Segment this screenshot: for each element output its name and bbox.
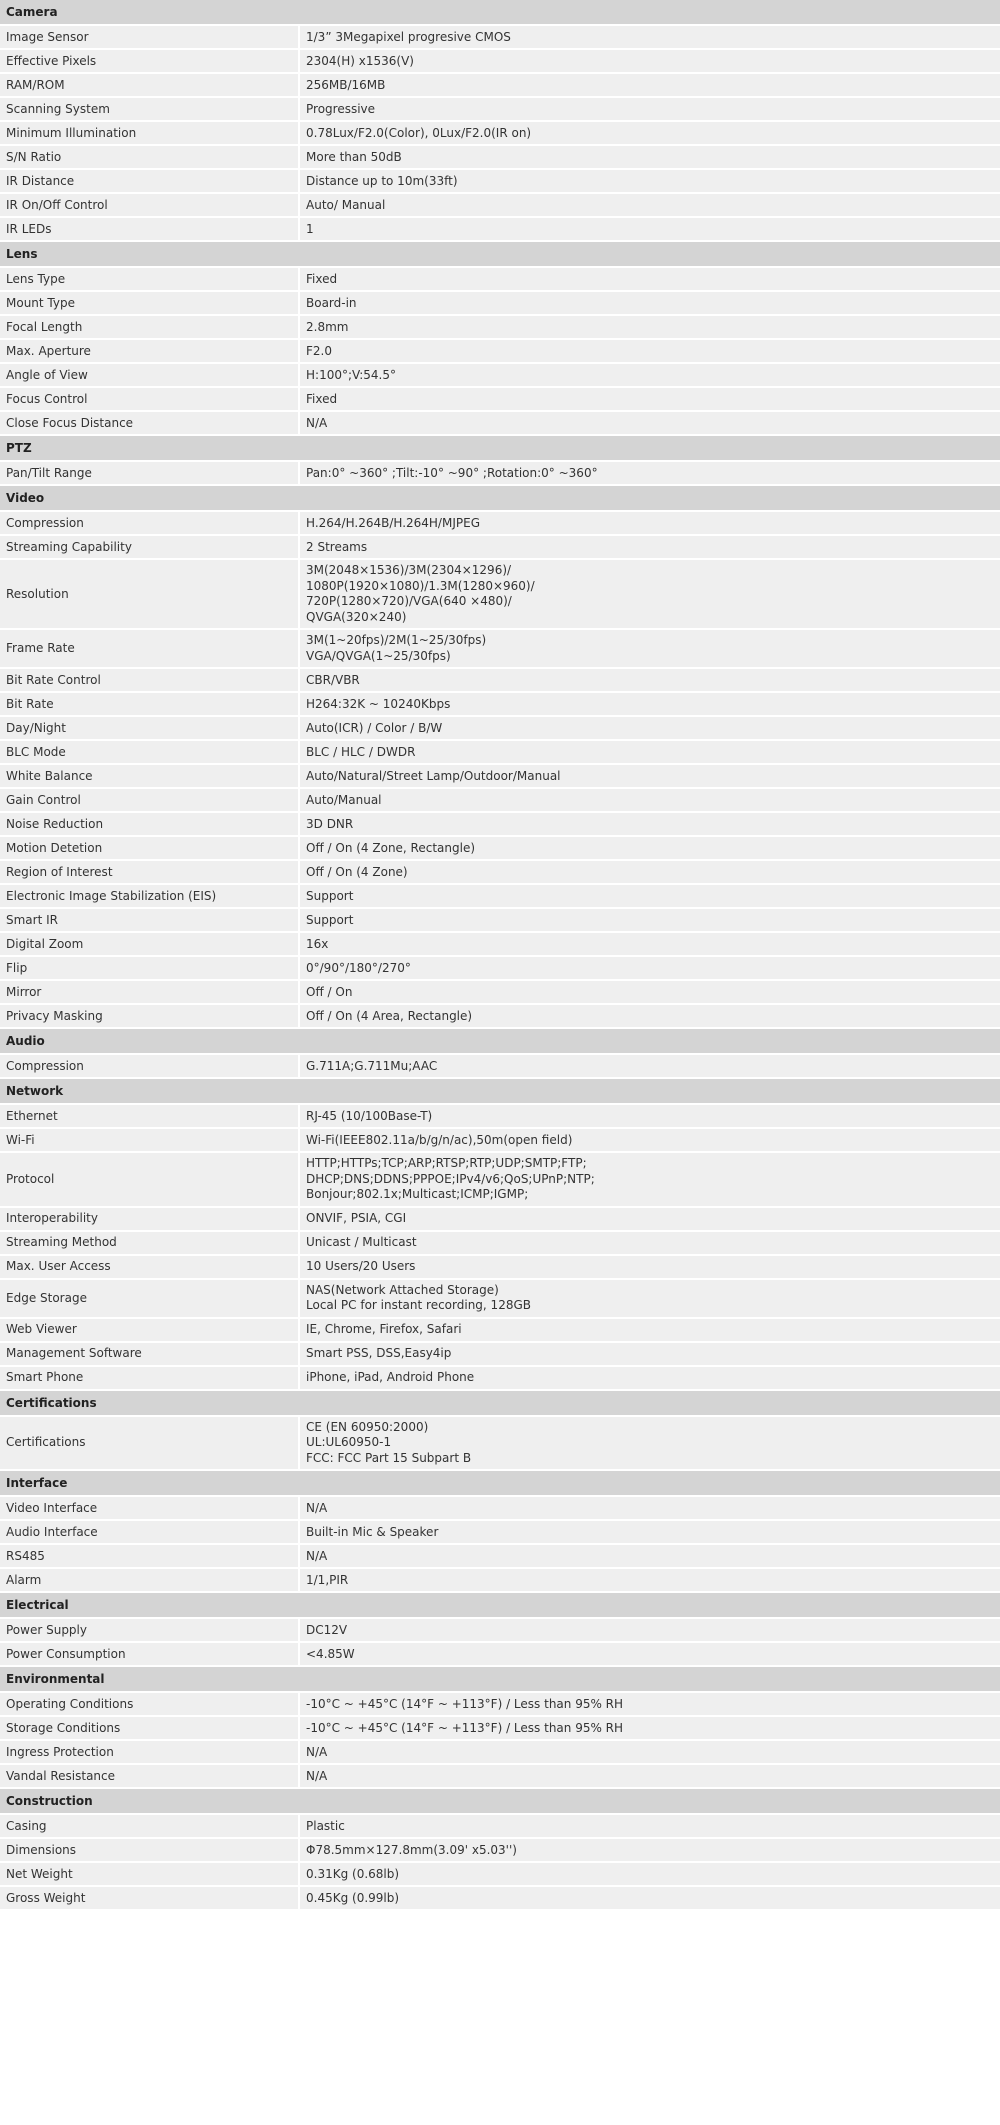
spec-value xyxy=(300,389,1000,410)
spec-label: Bit Rate xyxy=(0,693,300,715)
spec-value-line: Auto/ Manual xyxy=(306,197,386,212)
spec-value-line: CBR/VBR xyxy=(306,672,360,687)
spec-value xyxy=(300,1417,1000,1470)
spec-value-line: Wi-Fi(IEEE802.11a/b/g/n/ac),50m(open field) xyxy=(306,1132,573,1147)
spec-label: Dimensions xyxy=(0,1839,300,1861)
spec-value xyxy=(300,958,1000,979)
spec-row-focal-length xyxy=(0,316,1000,340)
spec-value xyxy=(300,1840,1000,1861)
spec-value xyxy=(300,147,1000,168)
spec-value-line: Φ78.5mm×127.8mm(3.09' x5.03'') xyxy=(306,1842,517,1857)
spec-row-gross-weight xyxy=(0,1887,1000,1911)
spec-value-line: 16x xyxy=(306,936,329,951)
spec-value xyxy=(300,195,1000,216)
spec-value-line: 2 Streams xyxy=(306,539,368,554)
spec-row-noise-reduction xyxy=(0,813,1000,837)
spec-value-line: H.264/H.264B/H.264H/MJPEG xyxy=(306,515,480,530)
spec-row-privacy-masking xyxy=(0,1005,1000,1029)
spec-value xyxy=(300,742,1000,763)
spec-label: Interoperability xyxy=(0,1208,300,1230)
spec-value-line: iPhone, iPad, Android Phone xyxy=(306,1370,475,1384)
spec-row-vandal-resistance xyxy=(0,1765,1000,1789)
spec-value xyxy=(300,934,1000,955)
spec-value-line: VGA/QVGA(1~25/30fps) xyxy=(306,648,451,663)
spec-label: Protocol xyxy=(0,1153,300,1206)
spec-label: Compression xyxy=(0,1055,300,1077)
section-header-camera: Camera xyxy=(0,0,1000,26)
spec-row-dimensions xyxy=(0,1839,1000,1863)
spec-row-lens-type xyxy=(0,268,1000,292)
spec-row-compression xyxy=(0,512,1000,536)
spec-row-certifications xyxy=(0,1417,1000,1472)
spec-value-line: Progressive xyxy=(306,101,376,116)
spec-row-ram-rom xyxy=(0,74,1000,98)
spec-value-line: N/A xyxy=(306,1744,328,1759)
spec-value xyxy=(300,1232,1000,1253)
spec-value-line: Distance up to 10m(33ft) xyxy=(306,173,458,188)
spec-row-white-balance xyxy=(0,765,1000,789)
spec-value-line: N/A xyxy=(306,1548,328,1563)
spec-label: Lens Type xyxy=(0,268,300,290)
spec-label: Mirror xyxy=(0,981,300,1003)
spec-value-line: 0.31Kg (0.68lb) xyxy=(306,1866,400,1881)
spec-label: Close Focus Distance xyxy=(0,412,300,434)
spec-label: Minimum Illumination xyxy=(0,122,300,144)
spec-label: Streaming Capability xyxy=(0,536,300,558)
spec-row-audio-interface xyxy=(0,1521,1000,1545)
spec-row-blc-mode xyxy=(0,741,1000,765)
spec-row-close-focus-distance xyxy=(0,412,1000,436)
spec-value-line: Fixed xyxy=(306,271,338,286)
spec-value xyxy=(300,814,1000,835)
spec-label: Digital Zoom xyxy=(0,933,300,955)
spec-label: IR Distance xyxy=(0,170,300,192)
spec-value xyxy=(300,886,1000,907)
section-header-interface: Interface xyxy=(0,1471,1000,1497)
spec-value xyxy=(300,630,1000,667)
spec-value xyxy=(300,1570,1000,1591)
spec-value xyxy=(300,513,1000,534)
spec-value xyxy=(300,317,1000,338)
spec-value-line: More than 50dB xyxy=(306,149,402,164)
spec-value-line: -10°C ~ +45°C (14°F ~ +113°F) / Less than 95% RH xyxy=(306,1720,624,1735)
spec-row-management-software xyxy=(0,1343,1000,1367)
spec-row-ir-leds xyxy=(0,218,1000,242)
spec-value-line: QVGA(320×240) xyxy=(306,609,407,624)
spec-row-flip xyxy=(0,957,1000,981)
spec-value xyxy=(300,75,1000,96)
spec-value-line: IE, Chrome, Firefox, Safari xyxy=(306,1322,462,1336)
spec-value-line: Auto/Manual xyxy=(306,792,382,807)
spec-label: Scanning System xyxy=(0,98,300,120)
spec-value xyxy=(300,862,1000,883)
spec-label: Casing xyxy=(0,1815,300,1837)
spec-label: IR LEDs xyxy=(0,218,300,240)
spec-label: BLC Mode xyxy=(0,741,300,763)
spec-value-line: ONVIF, PSIA, CGI xyxy=(306,1211,407,1225)
spec-value xyxy=(300,694,1000,715)
spec-value xyxy=(300,293,1000,314)
spec-value xyxy=(300,1742,1000,1763)
spec-row-interoperability xyxy=(0,1208,1000,1232)
spec-row-storage-conditions xyxy=(0,1717,1000,1741)
spec-value-line: Built-in Mic & Speaker xyxy=(306,1524,439,1539)
spec-value-line: Plastic xyxy=(306,1818,345,1833)
spec-row-rs485 xyxy=(0,1545,1000,1569)
spec-label: Noise Reduction xyxy=(0,813,300,835)
spec-value-line: N/A xyxy=(306,415,328,430)
spec-label: Edge Storage xyxy=(0,1280,300,1317)
spec-label: Compression xyxy=(0,512,300,534)
section-header-construction: Construction xyxy=(0,1789,1000,1815)
spec-row-wi-fi xyxy=(0,1129,1000,1153)
spec-value-line: 3D DNR xyxy=(306,816,354,831)
spec-row-ingress-protection xyxy=(0,1741,1000,1765)
spec-value-line: 0°/90°/180°/270° xyxy=(306,960,411,975)
spec-value-line: N/A xyxy=(306,1768,328,1783)
spec-value-line: UL:UL60950-1 xyxy=(306,1435,392,1449)
section-header-lens: Lens xyxy=(0,242,1000,268)
spec-row-minimum-illumination xyxy=(0,122,1000,146)
spec-label: Motion Detetion xyxy=(0,837,300,859)
spec-label: Max. User Access xyxy=(0,1256,300,1278)
spec-value xyxy=(300,718,1000,739)
spec-value xyxy=(300,1006,1000,1027)
spec-label: IR On/Off Control xyxy=(0,194,300,216)
spec-label: Focal Length xyxy=(0,316,300,338)
spec-value-line: Local PC for instant recording, 128GB xyxy=(306,1298,531,1312)
spec-value xyxy=(300,1766,1000,1787)
spec-label: Alarm xyxy=(0,1569,300,1591)
spec-value xyxy=(300,1319,1000,1340)
spec-row-web-viewer xyxy=(0,1319,1000,1343)
spec-label: Ingress Protection xyxy=(0,1741,300,1763)
spec-value xyxy=(300,51,1000,72)
spec-value xyxy=(300,838,1000,859)
spec-label: Operating Conditions xyxy=(0,1693,300,1715)
spec-value xyxy=(300,1546,1000,1567)
spec-label: Resolution xyxy=(0,560,300,628)
spec-row-power-consumption xyxy=(0,1643,1000,1667)
spec-label: Ethernet xyxy=(0,1105,300,1127)
spec-value xyxy=(300,1256,1000,1277)
spec-label: Frame Rate xyxy=(0,630,300,667)
spec-value-line: F2.0 xyxy=(306,343,332,358)
spec-value xyxy=(300,766,1000,787)
spec-value-line: 1 xyxy=(306,221,314,236)
spec-row-angle-of-view xyxy=(0,364,1000,388)
section-header-video: Video xyxy=(0,486,1000,512)
section-header-electrical: Electrical xyxy=(0,1593,1000,1619)
spec-value-line: H264:32K ~ 10240Kbps xyxy=(306,696,451,711)
spec-label: Day/Night xyxy=(0,717,300,739)
spec-row-operating-conditions xyxy=(0,1693,1000,1717)
spec-value-line: G.711A;G.711Mu;AAC xyxy=(306,1058,438,1073)
spec-value-line: Auto(ICR) / Color / B/W xyxy=(306,720,443,735)
spec-value-line: N/A xyxy=(306,1500,328,1515)
spec-value-line: 3M(1~20fps)/2M(1~25/30fps) xyxy=(306,633,487,647)
spec-label: Max. Aperture xyxy=(0,340,300,362)
spec-value xyxy=(300,1864,1000,1885)
spec-value-line: DHCP;DNS;DDNS;PPPOE;IPv4/v6;QoS;UPnP;NTP; xyxy=(306,1171,595,1186)
spec-value xyxy=(300,123,1000,144)
spec-label: Electronic Image Stabilization (EIS) xyxy=(0,885,300,907)
spec-row-bit-rate xyxy=(0,693,1000,717)
spec-row-gain-control xyxy=(0,789,1000,813)
spec-row-max-user-access xyxy=(0,1256,1000,1280)
spec-row-video-interface xyxy=(0,1497,1000,1521)
spec-value xyxy=(300,171,1000,192)
spec-value xyxy=(300,219,1000,240)
spec-label: Effective Pixels xyxy=(0,50,300,72)
spec-value-line: 1080P(1920×1080)/1.3M(1280×960)/ xyxy=(306,578,535,593)
spec-value xyxy=(300,982,1000,1003)
spec-value-line: 10 Users/20 Users xyxy=(306,1259,416,1273)
spec-label: Web Viewer xyxy=(0,1319,300,1341)
spec-value xyxy=(300,1367,1000,1388)
spec-row-s-n-ratio xyxy=(0,146,1000,170)
spec-label: Focus Control xyxy=(0,388,300,410)
section-header-certifications: Certifications xyxy=(0,1391,1000,1417)
spec-label: Management Software xyxy=(0,1343,300,1365)
spec-value-line: Bonjour;802.1x;Multicast;ICMP;IGMP; xyxy=(306,1187,529,1201)
spec-value-line: DC12V xyxy=(306,1622,348,1637)
spec-row-electronic-image-stabilization-eis xyxy=(0,885,1000,909)
spec-value xyxy=(300,413,1000,434)
spec-value xyxy=(300,537,1000,558)
spec-value-line: Support xyxy=(306,912,354,927)
spec-value xyxy=(300,1498,1000,1519)
spec-label: Streaming Method xyxy=(0,1232,300,1254)
spec-label: Pan/Tilt Range xyxy=(0,462,300,484)
spec-value-line: -10°C ~ +45°C (14°F ~ +113°F) / Less than 95% RH xyxy=(306,1696,624,1711)
spec-label: Region of Interest xyxy=(0,861,300,883)
spec-value xyxy=(300,1343,1000,1364)
spec-row-smart-ir xyxy=(0,909,1000,933)
spec-label: Smart Phone xyxy=(0,1367,300,1389)
spec-value-line: CE (EN 60950:2000) xyxy=(306,1419,429,1434)
section-header-ptz: PTZ xyxy=(0,436,1000,462)
spec-label: Mount Type xyxy=(0,292,300,314)
spec-row-protocol xyxy=(0,1153,1000,1208)
spec-label: S/N Ratio xyxy=(0,146,300,168)
spec-label: Wi-Fi xyxy=(0,1129,300,1151)
spec-value-line: Off / On (4 Zone, Rectangle) xyxy=(306,840,476,855)
spec-label: Storage Conditions xyxy=(0,1717,300,1739)
spec-label: Power Consumption xyxy=(0,1643,300,1665)
spec-row-casing xyxy=(0,1815,1000,1839)
spec-value xyxy=(300,790,1000,811)
spec-label: White Balance xyxy=(0,765,300,787)
spec-value xyxy=(300,1208,1000,1229)
spec-value-line: Support xyxy=(306,888,354,903)
spec-value-line: 720P(1280×720)/VGA(640 ×480)/ xyxy=(306,594,512,608)
spec-label: Audio Interface xyxy=(0,1521,300,1543)
spec-value xyxy=(300,1694,1000,1715)
spec-label: RS485 xyxy=(0,1545,300,1567)
spec-row-max-aperture xyxy=(0,340,1000,364)
spec-label: RAM/ROM xyxy=(0,74,300,96)
spec-label: Gain Control xyxy=(0,789,300,811)
spec-value xyxy=(300,365,1000,386)
spec-row-image-sensor xyxy=(0,26,1000,50)
spec-value xyxy=(300,1644,1000,1665)
spec-value-line: 0.78Lux/F2.0(Color), 0Lux/F2.0(IR on) xyxy=(306,125,532,140)
spec-row-scanning-system xyxy=(0,98,1000,122)
spec-value-line: 1/1,PIR xyxy=(306,1572,349,1587)
spec-row-region-of-interest xyxy=(0,861,1000,885)
spec-value xyxy=(300,670,1000,691)
spec-value xyxy=(300,910,1000,931)
section-header-environmental: Environmental xyxy=(0,1667,1000,1693)
spec-row-power-supply xyxy=(0,1619,1000,1643)
spec-value-line: 3M(2048×1536)/3M(2304×1296)/ xyxy=(306,563,512,577)
spec-row-focus-control xyxy=(0,388,1000,412)
spec-value xyxy=(300,1056,1000,1077)
spec-value xyxy=(300,269,1000,290)
spec-row-streaming-capability xyxy=(0,536,1000,560)
spec-value-line: Unicast / Multicast xyxy=(306,1235,417,1249)
spec-row-day-night xyxy=(0,717,1000,741)
spec-value xyxy=(300,1888,1000,1909)
spec-row-pan-tilt-range xyxy=(0,462,1000,486)
spec-label: Power Supply xyxy=(0,1619,300,1641)
spec-label: Angle of View xyxy=(0,364,300,386)
spec-value-line: H:100°;V:54.5° xyxy=(306,367,397,382)
spec-row-motion-detetion xyxy=(0,837,1000,861)
spec-row-frame-rate xyxy=(0,630,1000,669)
spec-value xyxy=(300,1816,1000,1837)
spec-value-line: Auto/Natural/Street Lamp/Outdoor/Manual xyxy=(306,768,561,783)
spec-row-ir-on-off-control xyxy=(0,194,1000,218)
spec-value-line: <4.85W xyxy=(306,1646,355,1661)
spec-value-line: 1/3” 3Megapixel progresive CMOS xyxy=(306,29,511,44)
spec-row-ir-distance xyxy=(0,170,1000,194)
spec-value xyxy=(300,1106,1000,1127)
spec-label: Image Sensor xyxy=(0,26,300,48)
spec-value-line: 2304(H) x1536(V) xyxy=(306,53,414,68)
spec-row-ethernet xyxy=(0,1105,1000,1129)
spec-label: Certifications xyxy=(0,1417,300,1470)
spec-row-compression xyxy=(0,1055,1000,1079)
spec-row-mount-type xyxy=(0,292,1000,316)
section-header-network: Network xyxy=(0,1079,1000,1105)
spec-row-effective-pixels xyxy=(0,50,1000,74)
spec-value-line: Off / On xyxy=(306,984,353,999)
spec-row-smart-phone xyxy=(0,1367,1000,1391)
spec-value xyxy=(300,560,1000,628)
spec-value xyxy=(300,341,1000,362)
spec-row-bit-rate-control xyxy=(0,669,1000,693)
spec-value xyxy=(300,463,1000,484)
spec-value-line: NAS(Network Attached Storage) xyxy=(306,1282,499,1297)
spec-value-line: Fixed xyxy=(306,391,338,406)
spec-value-line: Smart PSS, DSS,Easy4ip xyxy=(306,1346,452,1360)
section-header-audio: Audio xyxy=(0,1029,1000,1055)
spec-value-line: 256MB/16MB xyxy=(306,77,386,92)
spec-value xyxy=(300,1130,1000,1151)
spec-row-mirror xyxy=(0,981,1000,1005)
spec-label: Video Interface xyxy=(0,1497,300,1519)
spec-row-net-weight xyxy=(0,1863,1000,1887)
spec-value-line: Pan:0° ~360° ;Tilt:-10° ~90° ;Rotation:0° ~360° xyxy=(306,465,598,480)
spec-value-line: 0.45Kg (0.99lb) xyxy=(306,1890,400,1905)
spec-value xyxy=(300,1280,1000,1317)
spec-value-line: Board-in xyxy=(306,295,357,310)
spec-label: Privacy Masking xyxy=(0,1005,300,1027)
spec-value xyxy=(300,1522,1000,1543)
spec-row-digital-zoom xyxy=(0,933,1000,957)
spec-value-line: Off / On (4 Zone) xyxy=(306,864,408,879)
spec-row-streaming-method xyxy=(0,1232,1000,1256)
spec-value xyxy=(300,1718,1000,1739)
spec-value xyxy=(300,1153,1000,1206)
spec-value-line: FCC: FCC Part 15 Subpart B xyxy=(306,1450,472,1465)
spec-label: Smart IR xyxy=(0,909,300,931)
spec-label: Gross Weight xyxy=(0,1887,300,1909)
spec-row-edge-storage xyxy=(0,1280,1000,1319)
spec-label: Vandal Resistance xyxy=(0,1765,300,1787)
spec-value xyxy=(300,99,1000,120)
spec-value-line: HTTP;HTTPs;TCP;ARP;RTSP;RTP;UDP;SMTP;FTP; xyxy=(306,1156,587,1170)
spec-value xyxy=(300,27,1000,48)
spec-value xyxy=(300,1620,1000,1641)
spec-row-resolution xyxy=(0,560,1000,630)
spec-value-line: 2.8mm xyxy=(306,319,349,334)
spec-value-line: BLC / HLC / DWDR xyxy=(306,744,416,759)
spec-label: Flip xyxy=(0,957,300,979)
spec-value-line: RJ-45 (10/100Base-T) xyxy=(306,1108,433,1123)
spec-label: Net Weight xyxy=(0,1863,300,1885)
spec-label: Bit Rate Control xyxy=(0,669,300,691)
spec-value-line: Off / On (4 Area, Rectangle) xyxy=(306,1008,473,1023)
spec-row-alarm xyxy=(0,1569,1000,1593)
